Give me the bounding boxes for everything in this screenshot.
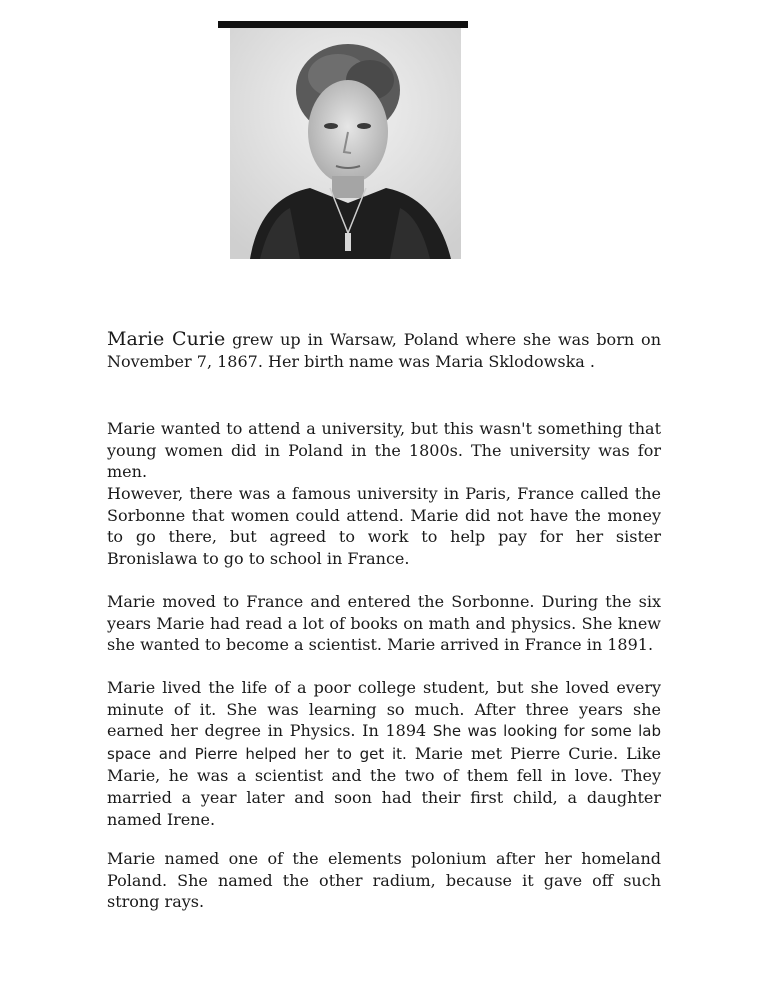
paragraph-text: Marie named one of the elements polonium after her homeland Poland. She named the other radium, because it gave off such strong rays. <box>107 849 661 912</box>
paragraph-text: Marie wanted to attend a university, but this wasn't something that young women did in Poland in the 1800s. The university was for men. <box>107 419 661 482</box>
paragraph-university <box>107 418 661 483</box>
top-rule <box>218 21 468 28</box>
paragraph-move-to-france <box>107 591 661 656</box>
paragraph-text: grew up in Warsaw, Poland where she was born on November 7, 1867. Her birth name was Maria Sklodowska . <box>107 330 661 371</box>
paragraph-text: Marie lived the life of a poor college student, but she loved every minute of it. She was learning so much. After three years she earned her degree in Physics. In 1894 <box>107 678 661 741</box>
paragraph-text: However, there was a famous university in Paris, France called the Sorbonne that women could attend. Marie did not have the money to go there, but agreed to work to help pay for her sister Bronislawa to go to school in France. <box>107 484 661 568</box>
paragraph-text: Marie moved to France and entered the Sorbonne. During the six years Marie had read a lot of books on math and physics. She knew she wanted to become a scientist. Marie arrived in France in 1891. <box>107 592 661 655</box>
paragraph-text: Marie met Pierre Curie. Like Marie, he was a scientist and the two of them fell in love. They married a year later and soon had their first child, a daughter named Irene. <box>107 743 662 829</box>
portrait-photo <box>230 28 461 259</box>
inserted-sentence: She was looking for some lab space and Pierre helped her to get it. <box>107 722 661 763</box>
paragraph-intro <box>107 329 661 372</box>
paragraph-college-life <box>107 677 661 830</box>
subject-name: Marie Curie <box>107 328 226 350</box>
paragraph-sorbonne <box>107 483 661 569</box>
paragraph-elements <box>107 848 661 913</box>
